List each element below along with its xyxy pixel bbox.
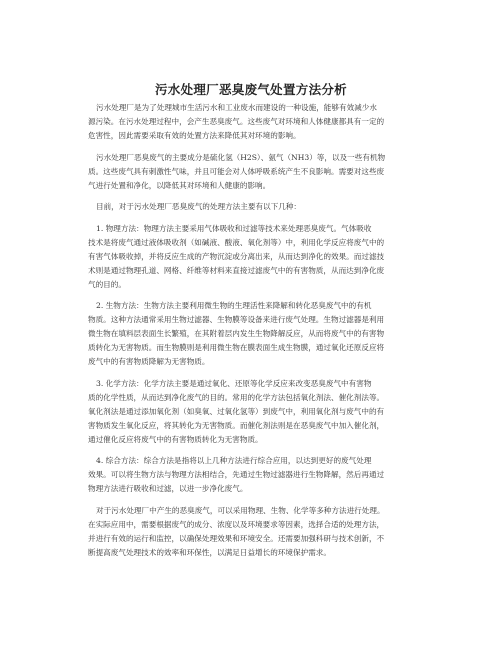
- paragraph-line: 危害性，因此需要采取有效的处置方法来降低其对环境的影响。: [88, 131, 301, 140]
- paragraph-line: 通过催化反应将废气中的有害物质转化为无害物质。: [88, 434, 263, 444]
- paragraph-line: 微生物在填料层表面生长繁殖，在其附着层内发生生物降解反应，从而将废气中的有害物: [88, 329, 385, 338]
- paragraph-line: 气的目的。: [88, 279, 126, 289]
- paragraph-line: 质转化为无害物质。而生物膜则是利用微生物在膜表面生成生物膜，通过氧化还原反应将: [88, 343, 385, 352]
- paragraph-line: 物理方法进行吸收和过滤，以进一步净化废气。: [88, 484, 248, 493]
- paragraph-line: 断提高废气处理技术的效率和环保性，以满足日益增长的环境保护需求。: [88, 547, 331, 557]
- paragraph: [88, 504, 416, 560]
- paragraph-line: 质的化学性质，从而达到净化废气的目的。常用的化学方法包括氧化剂法、催化剂法等。: [88, 392, 385, 402]
- paragraph-line: 目前，对于污水处理厂恶臭废气的处理方法主要有以下几种：: [96, 202, 302, 211]
- paragraph-line: 源污染。在污水处理过程中，会产生恶臭废气。这些废气对环境和人体健康都具有一定的: [88, 117, 385, 126]
- paragraph-line: 废气中的有害物质降解为无害物质。: [88, 357, 210, 366]
- paragraph-line: 物质。这种方法通常采用生物过滤器、生物膜等设备来进行废气处理。生物过滤器是利用: [88, 315, 385, 324]
- paragraph-line: 质。这些废气具有刺激性气味，并且可能会对人体呼吸系统产生不良影响。需要对这些废: [88, 166, 385, 176]
- paragraph: [88, 299, 416, 369]
- paragraph: [88, 200, 416, 214]
- paragraph-line: 4. 综合方法：综合方法是指将以上几种方法进行综合应用，以达到更好的废气处理: [96, 456, 372, 465]
- paragraph: [88, 101, 416, 143]
- paragraph-line: 效果。可以将生物方法与物理方法相结合，先通过生物过滤器进行生物降解，然后再通过: [88, 470, 385, 479]
- paragraph-line: 污水处理厂恶臭废气的主要成分是硫化氢（H2S）、氨气（NH3）等，以及一些有机物: [96, 152, 386, 162]
- paragraph-line: 污水处理厂是为了处理城市生活污水和工业废水而建设的一种设施，能够有效减少水: [96, 103, 377, 112]
- paragraph-line: 3. 化学方法：化学方法主要是通过氧化、还原等化学反应来改变恶臭废气中有害物: [96, 378, 372, 388]
- document-title: 污水处理厂恶臭废气处置方法分析: [154, 82, 347, 97]
- paragraph-line: 氧化剂法是通过添加氧化剂（如臭氧、过氧化氢等）到废气中，利用氧化剂与废气中的有: [88, 406, 385, 416]
- paragraph: [88, 222, 416, 292]
- paragraph: [88, 151, 416, 193]
- paragraph-line: 术则是通过物理孔道、网格、纤维等材料来直接过滤废气中的有害物质，从而达到净化废: [88, 265, 385, 275]
- paragraph-line: 有害气体吸收掉，并将反应生成的产物沉淀或分离出来，从而达到净化的效果。而过滤技: [88, 251, 385, 261]
- paragraph: [88, 377, 416, 447]
- paragraph-line: 1. 物理方法：物理方法主要采用气体吸收和过滤等技术来处理恶臭废气。气体吸收: [96, 223, 372, 233]
- paragraph-line: 技术是将废气通过液体吸收剂（如碱液、酸液、氧化剂等）中，利用化学反应将废气中的: [88, 237, 385, 247]
- paragraph-line: 在实际应用中，需要根据废气的成分、浓度以及环境要求等因素，选择合适的处理方法，: [88, 519, 385, 529]
- paragraph-line: 气进行处置和净化，以降低其对环境和人健康的影响。: [88, 180, 271, 190]
- paragraph-line: 对于污水处理厂中产生的恶臭废气，可以采用物理、生物、化学等多种方法进行处理。: [96, 505, 385, 515]
- paragraph-line: 2. 生物方法：生物方法主要利用微生物的生理活性来降解和转化恶臭废气中的有机: [96, 301, 372, 310]
- document-body: [88, 101, 416, 567]
- paragraph-line: 并进行有效的运行和监控，以确保处理效果和环境安全。还需要加强科研与技术创新，不: [88, 533, 385, 543]
- paragraph-line: 害物质发生氧化反应，将其转化为无害物质。而催化剂法则是在恶臭废气中加入催化剂，: [88, 420, 385, 430]
- paragraph: [88, 454, 416, 496]
